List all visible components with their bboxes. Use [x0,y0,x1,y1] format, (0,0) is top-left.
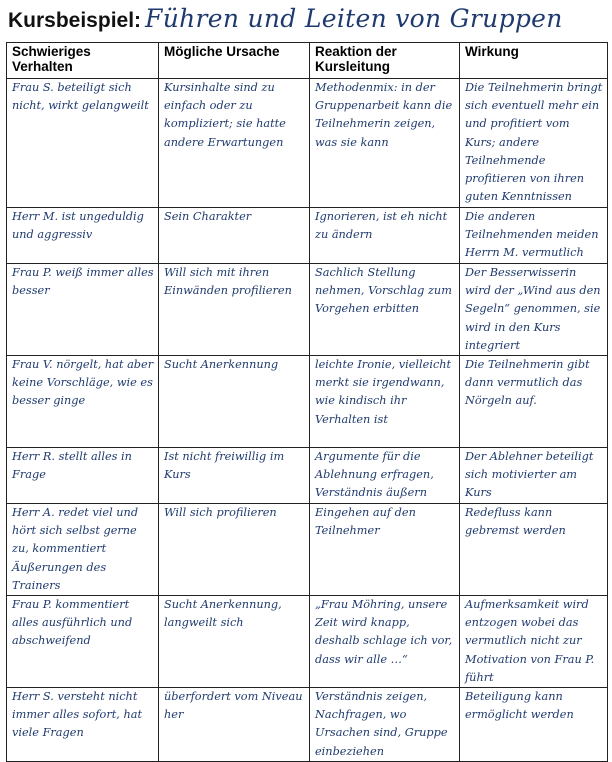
cell-reaction: Sachlich Stellung nehmen, Vorschlag zum Vorgehen erbitten [310,264,460,356]
cell-cause: überfordert vom Niveau her [159,688,310,762]
header-effect: Wirkung [460,43,608,79]
cell-cause: Sucht Anerkennung, langweilt sich [159,596,310,688]
cell-effect: Beteiligung kann ermöglicht werden [460,688,608,762]
header-reaction: Reaktion der Kursleitung [310,43,460,79]
cell-reaction: „Frau Möhring, unsere Zeit wird knapp, deshalb schlage ich vor, dass wir alle …“ [310,596,460,688]
cell-effect: Der Ablehner beteiligt sich motivierter am Kurs [460,448,608,504]
cell-behavior: Herr S. versteht nicht immer alles sofort, hat viele Fragen [7,688,159,762]
header-behavior: Schwieriges Verhalten [7,43,159,79]
table-row [7,356,608,448]
cell-behavior: Frau S. beteiligt sich nicht, wirkt gelangweilt [7,79,159,208]
cell-cause: Will sich profilieren [159,504,310,596]
table-row [7,208,608,264]
cell-reaction: leichte Ironie, vielleicht merkt sie irgendwann, wie kindisch ihr Verhalten ist [310,356,460,448]
cell-reaction: Ignorieren, ist eh nicht zu ändern [310,208,460,264]
cell-behavior: Herr M. ist ungeduldig und aggressiv [7,208,159,264]
cell-behavior: Herr R. stellt alles in Frage [7,448,159,504]
cell-effect: Die Teilnehmerin bringt sich eventuell mehr ein und profitiert vom Kurs; andere Teilnehmende profitieren von ihren guten Kenntnissen [460,79,608,208]
cell-effect: Die Teilnehmerin gibt dann vermutlich das Nörgeln auf. [460,356,608,448]
header-cause: Mögliche Ursache [159,43,310,79]
cell-effect: Die anderen Teilnehmenden meiden Herrn M. vermutlich [460,208,608,264]
table-header-row [7,43,608,79]
title-prefix: Kursbeispiel: [8,9,142,32]
cell-behavior: Frau P. kommentiert alles ausführlich und abschweifend [7,596,159,688]
behavior-table [6,42,608,762]
cell-behavior: Herr A. redet viel und hört sich selbst gerne zu, kommentiert Äußerungen des Trainers [7,504,159,596]
cell-cause: Ist nicht freiwillig im Kurs [159,448,310,504]
table-row [7,264,608,356]
cell-reaction: Argumente für die Ablehnung erfragen, Verständnis äußern [310,448,460,504]
cell-reaction: Eingehen auf den Teilnehmer [310,504,460,596]
cell-cause: Sein Charakter [159,208,310,264]
cell-cause: Will sich mit ihren Einwänden profilieren [159,264,310,356]
cell-cause: Kursinhalte sind zu einfach oder zu kompliziert; sie hatte andere Erwartungen [159,79,310,208]
table-row [7,688,608,762]
title-script: Führen und Leiten von Gruppen [145,4,563,33]
table-row [7,504,608,596]
cell-behavior: Frau V. nörgelt, hat aber keine Vorschläge, wie es besser ginge [7,356,159,448]
cell-effect: Aufmerksamkeit wird entzogen wobei das vermutlich nicht zur Motivation von Frau P. führt [460,596,608,688]
page-title [8,4,608,42]
table-row [7,448,608,504]
cell-effect: Redefluss kann gebremst werden [460,504,608,596]
table-row [7,596,608,688]
cell-effect: Der Besserwisserin wird der „Wind aus den Segeln“ genommen, sie wird in den Kurs integriert [460,264,608,356]
cell-cause: Sucht Anerkennung [159,356,310,448]
cell-reaction: Verständnis zeigen, Nachfragen, wo Ursachen sind, Gruppe einbeziehen [310,688,460,762]
cell-reaction: Methodenmix: in der Gruppenarbeit kann die Teilnehmerin zeigen, was sie kann [310,79,460,208]
cell-behavior: Frau P. weiß immer alles besser [7,264,159,356]
table-row [7,79,608,208]
